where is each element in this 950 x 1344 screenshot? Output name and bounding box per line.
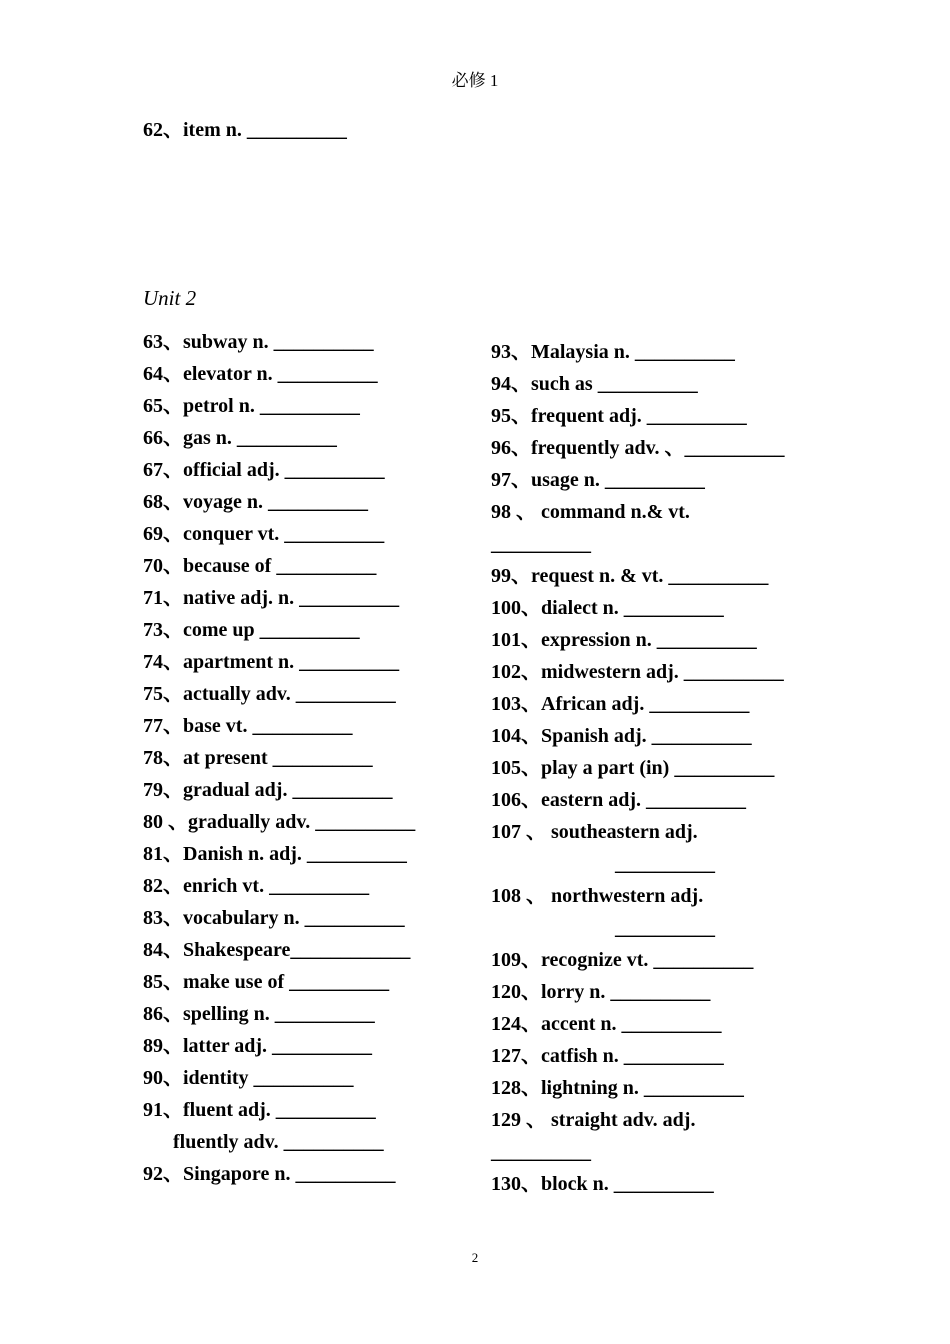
left-item: 78、at present __________ [143, 747, 373, 769]
right-item: 104、Spanish adj. __________ [491, 725, 752, 747]
right-item: 124、accent n. __________ [491, 1013, 722, 1035]
right-item: 100、dialect n. __________ [491, 597, 724, 619]
left-item: 90、identity __________ [143, 1067, 354, 1089]
left-item: 68、voyage n. __________ [143, 491, 368, 513]
left-item: 83、vocabulary n. __________ [143, 907, 405, 929]
left-item: 89、latter adj. __________ [143, 1035, 373, 1057]
item-62: 62、item n. __________ [143, 119, 347, 141]
right-item: 99、request n. & vt. __________ [491, 565, 769, 587]
right-item: __________ [615, 853, 715, 875]
right-item: 130、block n. __________ [491, 1173, 714, 1195]
left-item: 92、Singapore n. __________ [143, 1163, 396, 1185]
left-item: 85、make use of __________ [143, 971, 390, 993]
left-column [143, 329, 415, 1193]
right-item: __________ [491, 1141, 591, 1163]
right-item: 129 、 straight adv. adj. [491, 1109, 696, 1131]
unit-heading: Unit 2 [143, 286, 197, 310]
left-item: 71、native adj. n. __________ [143, 587, 400, 609]
left-item: 74、apartment n. __________ [143, 651, 400, 673]
left-item: 66、gas n. __________ [143, 427, 337, 449]
right-item: 94、such as __________ [491, 373, 698, 395]
right-item: 103、African adj. __________ [491, 693, 750, 715]
left-item: 69、conquer vt. __________ [143, 523, 385, 545]
page-number: 2 [471, 1250, 479, 1265]
right-item: 128、lightning n. __________ [491, 1077, 744, 1099]
right-item: 120、lorry n. __________ [491, 981, 711, 1003]
left-item: 75、actually adv. __________ [143, 683, 396, 705]
right-item: 97、usage n. __________ [491, 469, 705, 491]
left-item: 86、spelling n. __________ [143, 1003, 375, 1025]
right-item: 98 、 command n.& vt. [491, 501, 690, 523]
right-item: 105、play a part (in) __________ [491, 757, 775, 779]
left-item: 63、subway n. __________ [143, 331, 374, 353]
right-item: 95、frequent adj. __________ [491, 405, 747, 427]
right-item: 101、expression n. __________ [491, 629, 757, 651]
right-item: 108 、 northwestern adj. [491, 885, 704, 907]
right-item: 127、catfish n. __________ [491, 1045, 724, 1067]
right-item: 106、eastern adj. __________ [491, 789, 746, 811]
right-item: 96、frequently adv. 、__________ [491, 437, 785, 459]
left-item: 70、because of __________ [143, 555, 377, 577]
right-item: __________ [491, 533, 591, 555]
right-item: 107 、 southeastern adj. [491, 821, 698, 843]
page-header: 必修 1 [451, 71, 499, 90]
left-item: 79、gradual adj. __________ [143, 779, 393, 801]
left-item: 73、come up __________ [143, 619, 360, 641]
left-item: 67、official adj. __________ [143, 459, 385, 481]
right-item: 102、midwestern adj. __________ [491, 661, 784, 683]
left-item: fluently adv. __________ [143, 1131, 384, 1153]
left-item: 82、enrich vt. __________ [143, 875, 370, 897]
right-item: __________ [615, 917, 715, 939]
left-item: 65、petrol n. __________ [143, 395, 360, 417]
right-item: 93、Malaysia n. __________ [491, 341, 735, 363]
right-item: 109、recognize vt. __________ [491, 949, 754, 971]
left-item: 81、Danish n. adj. __________ [143, 843, 407, 865]
left-item: 77、base vt. __________ [143, 715, 353, 737]
left-item: 91、fluent adj. __________ [143, 1099, 376, 1121]
left-item: 80 、gradually adv. __________ [143, 811, 416, 833]
left-item: 64、elevator n. __________ [143, 363, 378, 385]
right-column [491, 339, 785, 1203]
left-item: 84、Shakespeare____________ [143, 939, 411, 961]
